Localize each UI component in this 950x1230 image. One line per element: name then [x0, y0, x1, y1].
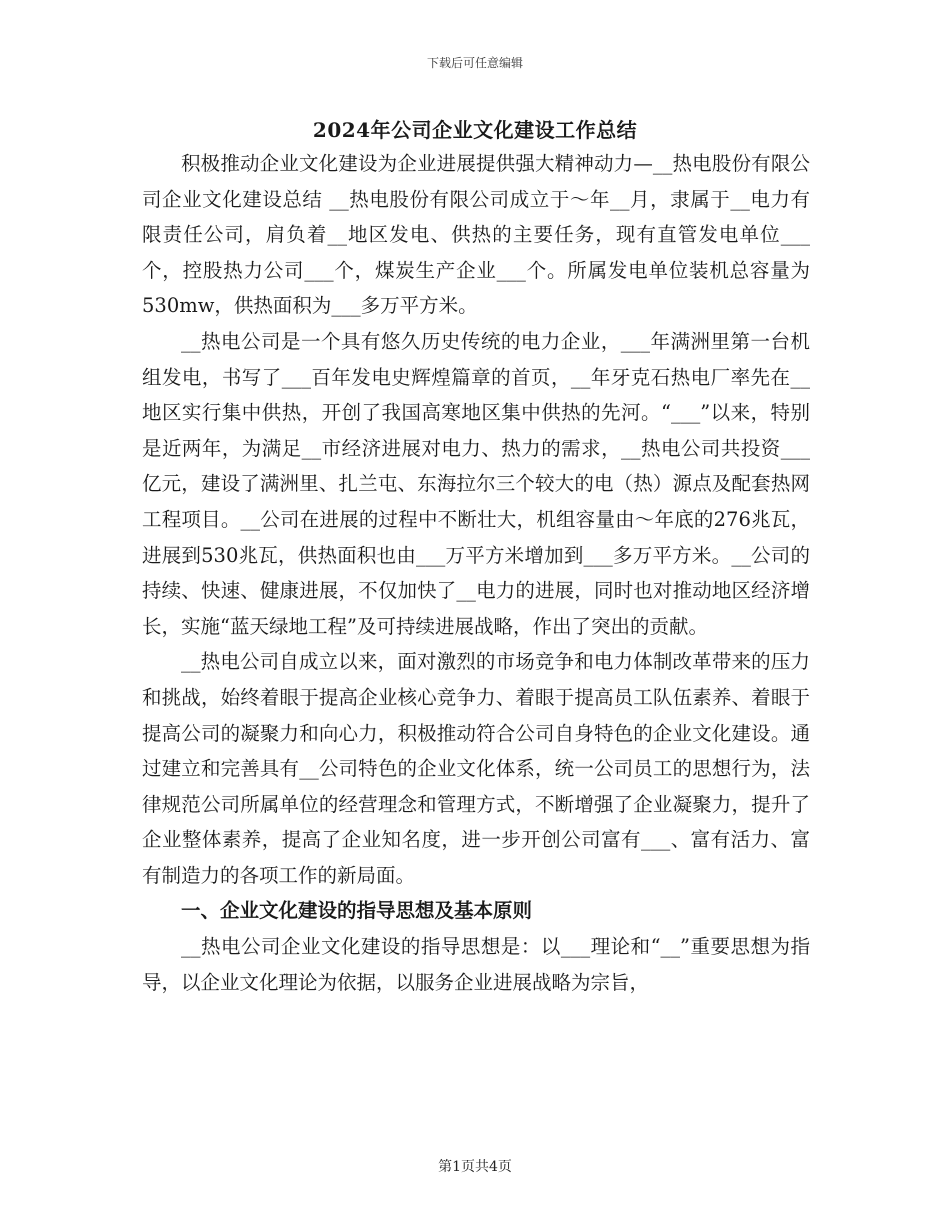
section-paragraph: __热电公司企业文化建设的指导思想是：以___理论和“__”重要思想为指导，以企业文化理论为依据，以服务企业进展战略为宗旨， [142, 935, 810, 994]
paragraph-2: __热电公司是一个具有悠久历史传统的电力企业，___年满洲里第一台机组发电，书写了___百年发电史辉煌篇章的首页，__年牙克石热电厂率先在__地区实行集中供热，开创了我国高寒地区集中供热的先河。“___”以来，特别是近两年，为满足__市经济进展对电力、热力的需求，__热电公司共投资___亿元，建设了满洲里、扎兰屯、东海拉尔三个较大的电（热）源点及配套热网工程项目。__公司在进展的过程中不断壮大，机组容量由～年底的276兆瓦，进展到530兆瓦，供热面积也由___万平方米增加到___多万平方米。__公司的持续、快速、健康进展，不仅加快了__电力的进展，同时也对推动地区经济增长，实施“蓝天绿地工程”及可持续进展战略，作出了突出的贡献。 [142, 329, 810, 638]
page-footer: 第1页共4页 [438, 1159, 512, 1175]
header-note: 下载后可任意编辑 [426, 56, 523, 70]
paragraph-3: __热电公司自成立以来，面对激烈的市场竞争和电力体制改革带来的压力和挑战，始终着眼于提高企业核心竞争力、着眼于提高员工队伍素养、着眼于提高公司的凝聚力和向心力，积极推动符合公司自身特色的企业文化建设。通过建立和完善具有__公司特色的企业文化体系，统一公司员工的思想行为，法律规范公司所属单位的经营理念和管理方式，不断增强了企业凝聚力，提升了企业整体素养，提高了企业知名度，进一步开创公司富有___、富有活力、富有制造力的各项工作的新局面。 [142, 650, 810, 887]
document-body [142, 146, 810, 1000]
document-title: 2024年公司企业文化建设工作总结 [312, 118, 638, 142]
section-heading: 一、企业文化建设的指导思想及基本原则 [181, 899, 533, 923]
paragraph-1: 积极推动企业文化建设为企业进展提供强大精神动力—__热电股份有限公司企业文化建设总结 __热电股份有限公司成立于～年__月，隶属于__电力有限责任公司，肩负着__地区发电、供热的主要任务，现有直管发电单位___个，控股热力公司___个，煤炭生产企业___个。所属发电单位装机总容量为530mw，供热面积为___多万平方米。 [142, 152, 810, 318]
